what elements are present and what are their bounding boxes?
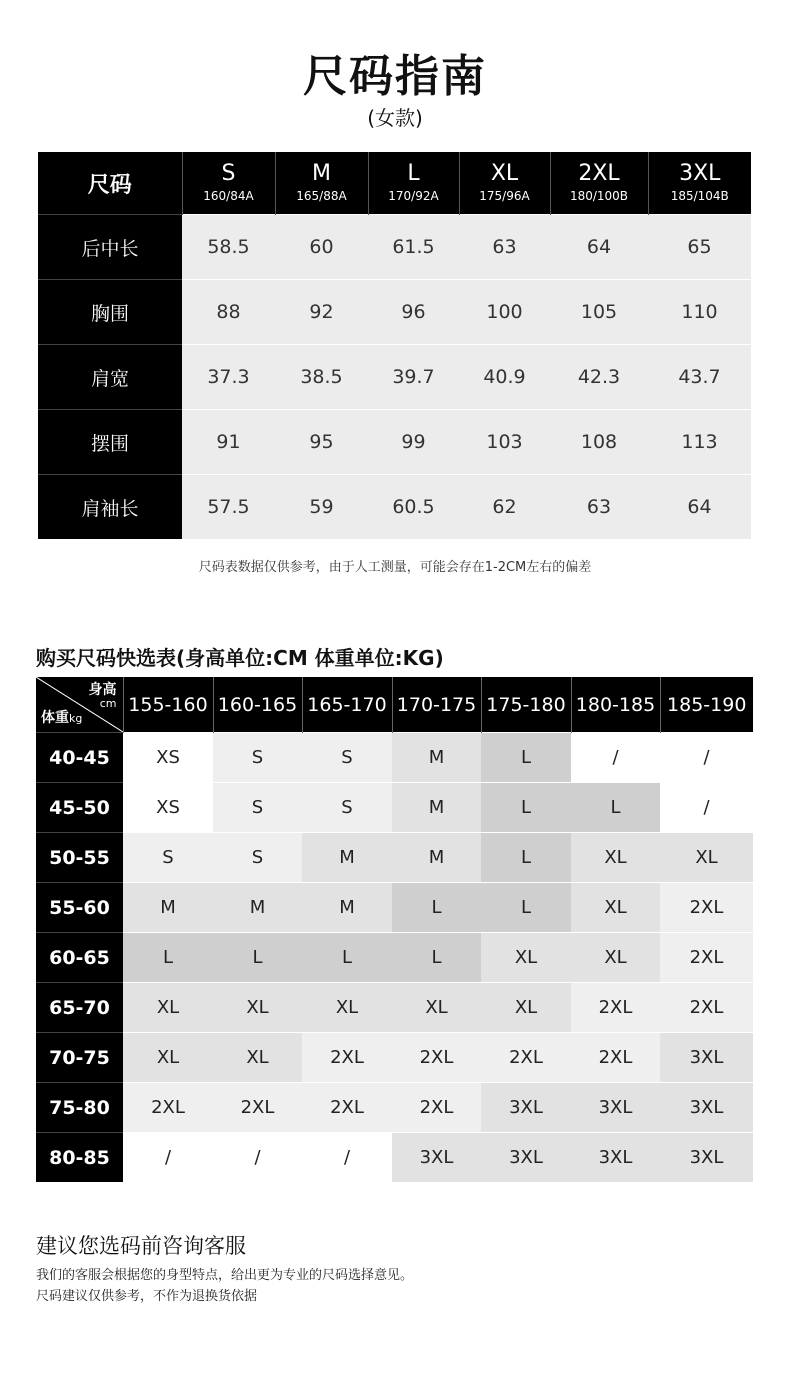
- weight-range-label: 40-45: [36, 733, 123, 783]
- advice-title: 建议您选码前咨询客服: [36, 1234, 246, 1258]
- size-col-header: [459, 152, 550, 215]
- recommended-size-cell: S: [123, 833, 213, 883]
- height-range-header: 155-160: [123, 677, 213, 733]
- recommended-size-cell: 2XL: [660, 983, 753, 1033]
- size-spec: 160/84A: [203, 189, 254, 203]
- recommended-size-cell: 3XL: [571, 1083, 660, 1133]
- recommended-size-cell: M: [123, 883, 213, 933]
- measurement-value: 105: [550, 280, 648, 345]
- recommended-size-cell: XL: [213, 1033, 302, 1083]
- measurement-value: 88: [182, 280, 275, 345]
- quick-select-row: [36, 983, 753, 1033]
- size-name: 3XL: [679, 161, 721, 186]
- recommended-size-cell: XL: [123, 983, 213, 1033]
- recommended-size-cell: XL: [660, 833, 753, 883]
- measurement-value: 42.3: [550, 345, 648, 410]
- measurement-value: 62: [459, 475, 550, 540]
- size-name: L: [407, 161, 420, 186]
- quick-select-row: [36, 833, 753, 883]
- recommended-size-cell: XS: [123, 733, 213, 783]
- recommended-size-cell: L: [392, 883, 481, 933]
- recommended-size-cell: XL: [571, 933, 660, 983]
- recommended-size-cell: XS: [123, 783, 213, 833]
- measurement-value: 60: [275, 215, 368, 280]
- recommended-size-cell: M: [302, 833, 392, 883]
- weight-range-label: 55-60: [36, 883, 123, 933]
- measurement-value: 59: [275, 475, 368, 540]
- recommended-size-cell: XL: [213, 983, 302, 1033]
- weight-range-label: 60-65: [36, 933, 123, 983]
- recommended-size-cell: L: [213, 933, 302, 983]
- corner-height-label: 身高 cm: [88, 682, 117, 710]
- size-name: XL: [490, 161, 519, 186]
- size-name: S: [221, 161, 236, 186]
- recommended-size-cell: XL: [302, 983, 392, 1033]
- quick-select-corner: [36, 677, 123, 733]
- size-chart-table: [38, 152, 751, 539]
- quick-select-row: [36, 933, 753, 983]
- recommended-size-cell: 2XL: [213, 1083, 302, 1133]
- recommended-size-cell: 2XL: [392, 1083, 481, 1133]
- measurement-value: 92: [275, 280, 368, 345]
- weight-range-label: 75-80: [36, 1083, 123, 1133]
- page-subtitle: (女款): [367, 106, 423, 130]
- recommended-size-cell: 3XL: [660, 1133, 753, 1183]
- size-spec: 175/96A: [479, 189, 530, 203]
- weight-range-label: 80-85: [36, 1133, 123, 1183]
- height-range-header: 175-180: [481, 677, 571, 733]
- recommended-size-cell: 2XL: [123, 1083, 213, 1133]
- measurement-value: 57.5: [182, 475, 275, 540]
- recommended-size-cell: L: [571, 783, 660, 833]
- size-chart-corner: 尺码: [38, 152, 182, 215]
- recommended-size-cell: 2XL: [571, 983, 660, 1033]
- quick-select-row: [36, 883, 753, 933]
- size-chart-header: [38, 152, 751, 215]
- recommended-size-cell: L: [481, 833, 571, 883]
- recommended-size-cell: XL: [571, 833, 660, 883]
- measurement-value: 99: [368, 410, 459, 475]
- size-chart-row: [38, 215, 751, 280]
- measurement-label: 胸围: [38, 280, 182, 345]
- size-col-header: [648, 152, 751, 215]
- measurement-value: 64: [648, 475, 751, 540]
- size-chart-body: [38, 215, 751, 540]
- recommended-size-cell: 3XL: [481, 1083, 571, 1133]
- size-col-header: [182, 152, 275, 215]
- recommended-size-cell: M: [392, 833, 481, 883]
- size-chart-row: [38, 280, 751, 345]
- measurement-value: 43.7: [648, 345, 751, 410]
- size-chart-row: [38, 475, 751, 540]
- recommended-size-cell: 2XL: [660, 883, 753, 933]
- recommended-size-cell: /: [660, 783, 753, 833]
- recommended-size-cell: 3XL: [481, 1133, 571, 1183]
- measurement-label: 摆围: [38, 410, 182, 475]
- recommended-size-cell: S: [213, 783, 302, 833]
- page-title: 尺码指南: [303, 51, 487, 102]
- recommended-size-cell: L: [123, 933, 213, 983]
- quick-select-table: [36, 677, 753, 1182]
- weight-range-label: 45-50: [36, 783, 123, 833]
- size-spec: 180/100B: [569, 189, 629, 203]
- measurement-value: 40.9: [459, 345, 550, 410]
- size-name: M: [312, 161, 331, 186]
- recommended-size-cell: L: [481, 883, 571, 933]
- recommended-size-cell: /: [213, 1133, 302, 1183]
- measurement-value: 65: [648, 215, 751, 280]
- recommended-size-cell: M: [213, 883, 302, 933]
- recommended-size-cell: XL: [392, 983, 481, 1033]
- quick-select-body: [36, 733, 753, 1183]
- size-spec: 170/92A: [388, 189, 439, 203]
- recommended-size-cell: 3XL: [571, 1133, 660, 1183]
- size-spec: 165/88A: [296, 189, 347, 203]
- measurement-value: 39.7: [368, 345, 459, 410]
- measurement-note: 尺码表数据仅供参考，由于人工测量，可能会存在1-2CM左右的偏差: [198, 560, 592, 575]
- measurement-label: 肩宽: [38, 345, 182, 410]
- measurement-value: 37.3: [182, 345, 275, 410]
- recommended-size-cell: 3XL: [660, 1083, 753, 1133]
- size-col-header: [368, 152, 459, 215]
- recommended-size-cell: 2XL: [660, 933, 753, 983]
- measurement-value: 96: [368, 280, 459, 345]
- size-col-header: [275, 152, 368, 215]
- size-spec: 185/104B: [670, 189, 729, 203]
- measurement-value: 38.5: [275, 345, 368, 410]
- quick-select-header: [36, 677, 753, 733]
- measurement-label: 后中长: [38, 215, 182, 280]
- recommended-size-cell: S: [302, 733, 392, 783]
- size-col-header: [550, 152, 648, 215]
- height-range-header: 160-165: [213, 677, 302, 733]
- recommended-size-cell: XL: [481, 933, 571, 983]
- weight-range-label: 65-70: [36, 983, 123, 1033]
- recommended-size-cell: S: [213, 733, 302, 783]
- recommended-size-cell: 3XL: [392, 1133, 481, 1183]
- measurement-value: 63: [459, 215, 550, 280]
- advice-line-1: 我们的客服会根据您的身型特点，给出更为专业的尺码选择意见。: [36, 1268, 414, 1283]
- measurement-value: 63: [550, 475, 648, 540]
- recommended-size-cell: M: [302, 883, 392, 933]
- recommended-size-cell: M: [392, 733, 481, 783]
- measurement-value: 103: [459, 410, 550, 475]
- height-range-header: 165-170: [302, 677, 392, 733]
- recommended-size-cell: L: [481, 783, 571, 833]
- measurement-value: 113: [648, 410, 751, 475]
- recommended-size-cell: S: [302, 783, 392, 833]
- measurement-value: 100: [459, 280, 550, 345]
- size-name: 2XL: [578, 161, 620, 186]
- measurement-value: 61.5: [368, 215, 459, 280]
- height-range-header: 185-190: [660, 677, 753, 733]
- quick-select-row: [36, 733, 753, 783]
- weight-range-label: 70-75: [36, 1033, 123, 1083]
- recommended-size-cell: /: [660, 733, 753, 783]
- quick-select-row: [36, 1033, 753, 1083]
- height-range-header: 170-175: [392, 677, 481, 733]
- weight-range-label: 50-55: [36, 833, 123, 883]
- quick-select-title: 购买尺码快选表(身高单位:CM 体重单位:KG): [36, 646, 444, 670]
- quick-select-row: [36, 1133, 753, 1183]
- recommended-size-cell: L: [481, 733, 571, 783]
- measurement-value: 91: [182, 410, 275, 475]
- recommended-size-cell: S: [213, 833, 302, 883]
- recommended-size-cell: M: [392, 783, 481, 833]
- size-chart-row: [38, 410, 751, 475]
- recommended-size-cell: /: [302, 1133, 392, 1183]
- quick-select-row: [36, 1083, 753, 1133]
- measurement-value: 58.5: [182, 215, 275, 280]
- recommended-size-cell: 2XL: [302, 1033, 392, 1083]
- recommended-size-cell: 2XL: [392, 1033, 481, 1083]
- recommended-size-cell: XL: [481, 983, 571, 1033]
- measurement-value: 64: [550, 215, 648, 280]
- height-range-header: 180-185: [571, 677, 660, 733]
- measurement-value: 60.5: [368, 475, 459, 540]
- recommended-size-cell: /: [123, 1133, 213, 1183]
- measurement-value: 110: [648, 280, 751, 345]
- recommended-size-cell: XL: [123, 1033, 213, 1083]
- recommended-size-cell: XL: [571, 883, 660, 933]
- corner-weight-label: 体重kg: [41, 710, 83, 726]
- quick-select-row: [36, 783, 753, 833]
- recommended-size-cell: 2XL: [302, 1083, 392, 1133]
- recommended-size-cell: 2XL: [571, 1033, 660, 1083]
- recommended-size-cell: L: [302, 933, 392, 983]
- measurement-label: 肩袖长: [38, 475, 182, 540]
- recommended-size-cell: 3XL: [660, 1033, 753, 1083]
- advice-line-2: 尺码建议仅供参考，不作为退换货依据: [36, 1289, 258, 1304]
- measurement-value: 108: [550, 410, 648, 475]
- size-chart-row: [38, 345, 751, 410]
- recommended-size-cell: /: [571, 733, 660, 783]
- recommended-size-cell: L: [392, 933, 481, 983]
- recommended-size-cell: 2XL: [481, 1033, 571, 1083]
- measurement-value: 95: [275, 410, 368, 475]
